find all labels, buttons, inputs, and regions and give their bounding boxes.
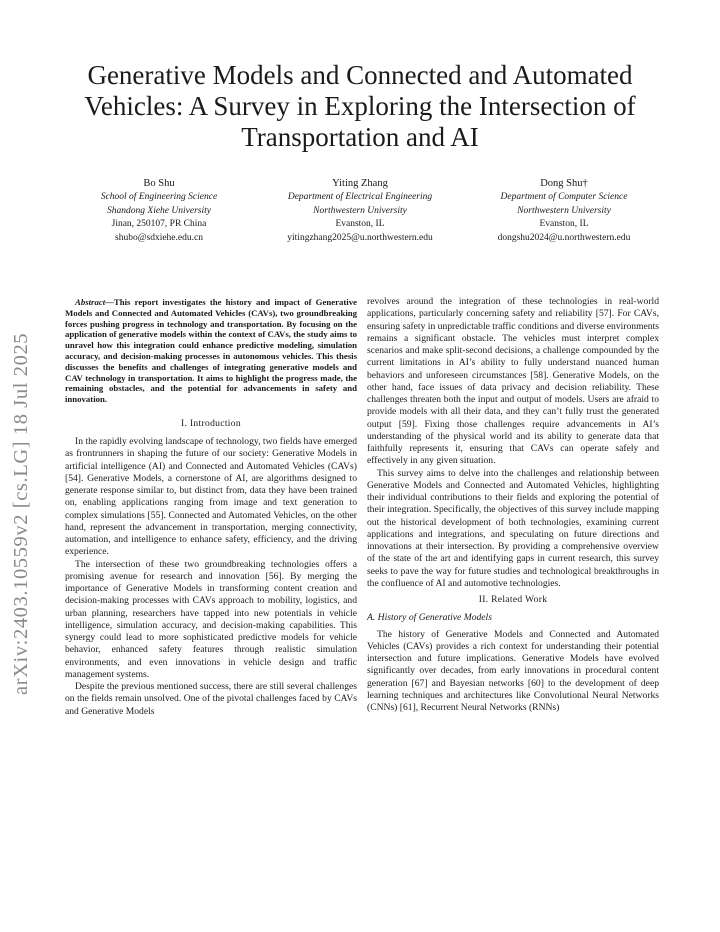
author-location: Evanston, IL <box>539 219 589 230</box>
subsection-heading-history: A. History of Generative Models <box>367 612 492 624</box>
intro-paragraph-3-continued: revolves around the integration of these technologies in real-world applications, particularly concerning safety and reliability [57]. For CAVs, ensuring safety in unpredictable traffic conditions and diverse environments remains a significant obstacle. The vehicles must interpret complex scenarios and make split-second decisions, a challenge compounded by the current limitations in AI’s ability to fully understand nuanced human behaviors and unforeseen circumstances [58]. Generative Models, on the other hand, face issues of data privacy and decision reliability. These challenges threaten both the input and output of models. Users are afraid to provide models with all their data, and they can’t fully trust the generated output [59]. Fixing those challenges require advancements in AI’s understanding of the physical world and its ability to generate data that faithfully represents it, ensuring that CAVs can operate safely and effectively in any given situation. <box>367 296 659 467</box>
author-email: dongshu2024@u.northwestern.edu <box>497 233 631 244</box>
intro-paragraph-2: The intersection of these two groundbreaking technologies offers a promising avenue for research and innovation [56]. By merging the importance of Generative Models in transforming content creation and decision-making processes with CAVs approach to mobility, logistics, and urban planning, researchers have tapped into new potentials in vehicle intelligence, simulation accuracy, and decision-making capabilities. This synergy could lead to more sophisticated predictive models for vehicle behavior, enhanced safety features through realistic simulation environments, and even innovations in vehicle design and traffic management systems. <box>65 558 357 680</box>
title-line: Transportation and AI <box>241 122 479 152</box>
abstract <box>65 297 357 405</box>
author-2 <box>255 176 465 246</box>
author-email: shubo@sdxiehe.edu.cn <box>115 233 203 244</box>
author-email: yitingzhang2025@u.northwestern.edu <box>287 233 433 244</box>
author-3 <box>459 176 669 246</box>
author-organization: Northwestern University <box>313 205 407 216</box>
paper-title <box>60 60 660 153</box>
author-location: Jinan, 250107, PR China <box>111 219 207 230</box>
title-line: Generative Models and Connected and Automated <box>87 60 633 90</box>
author-organization: Shandong Xiehe University <box>107 205 211 216</box>
author-organization: Northwestern University <box>517 205 611 216</box>
section-heading-introduction: I. Introduction <box>181 417 241 429</box>
abstract-label: Abstract <box>75 297 106 307</box>
history-paragraph-1: The history of Generative Models and Connected and Automated Vehicles (CAVs) provides a rich context for understanding their potential intersection and future implications. Generative Models have evolved significantly over decades, from early innovations in procedural content generation [67] and Bayesian networks [60] to the development of deep learning techniques and architectures like Convolutional Neural Networks (CNNs) [61], Recurrent Neural Networks (RNNs) <box>367 628 659 713</box>
section-heading-related-work: II. Related Work <box>478 594 548 605</box>
intro-paragraph-3: Despite the previous mentioned success, there are still several challenges on the fields remain unsolved. One of the pivotal challenges faced by CAVs and Generative Models <box>65 681 357 717</box>
author-location: Evanston, IL <box>335 219 385 230</box>
author-1 <box>54 176 264 246</box>
left-column <box>65 297 357 718</box>
arxiv-identifier: arXiv:2403.10559v2 [cs.LG] 18 Jul 2025 <box>10 332 32 695</box>
author-name: Yiting Zhang <box>332 178 388 189</box>
title-line: Vehicles: A Survey in Exploring the Intersection of <box>84 91 636 121</box>
author-department: Department of Electrical Engineering <box>287 192 433 202</box>
author-department: School of Engineering Science <box>100 192 218 202</box>
intro-paragraph-1: In the rapidly evolving landscape of technology, two fields have emerged as frontrunners in shaping the future of our society: Generative Models in artificial intelligence (AI) and Connected and Automated Vehicles (CAVs) [54]. Generative Models, a cornerstone of AI, are algorithms designed to generate response similar to, but distinct from, data they have been trained on, enabling applications ranging from image and text generation to complex simulations [55]. Connected and Automated Vehicles, on the other hand, represent the advancement in transportation, merging connectivity, automation, and intelligence to enhance safety, efficiency, and the driving experience. <box>65 436 357 558</box>
author-department: Department of Computer Science <box>500 192 628 202</box>
abstract-text: —This report investigates the history and impact of Generative Models and Connected and Automated Vehicles (CAVs), two groundbreaking forces pushing progress in technology and transportation. By focusing on the application of generative models within the context of CAVs, the study aims to unravel how this integration could enhance predictive modeling, simulation accuracy, and decision-making processes in autonomous vehicles. This thesis discusses the benefits and challenges of integrating generative models and CAV technology in transportation. It aims to highlight the progress made, the remaining obstacles, and the potential for advancements in safety and innovation. <box>65 297 357 405</box>
author-name: Dong Shu† <box>540 178 588 189</box>
right-column <box>367 296 659 714</box>
author-name: Bo Shu <box>143 178 175 189</box>
intro-paragraph-4: This survey aims to delve into the challenges and relationship between Generative Models and Connected and Automated Vehicles, highlighting their individual contributions to their fields and exploring the potential of their integration. Specifically, the objectives of this survey include mapping out the historical development of both technologies, examining current applications and integrations, and speculating on future directions and innovations at their intersection. By providing a comprehensive overview of the state of the art and identifying gaps in current research, this survey seeks to pave the way for future studies and technological breakthroughs in the confluence of AI and automotive technologies. <box>367 467 659 589</box>
